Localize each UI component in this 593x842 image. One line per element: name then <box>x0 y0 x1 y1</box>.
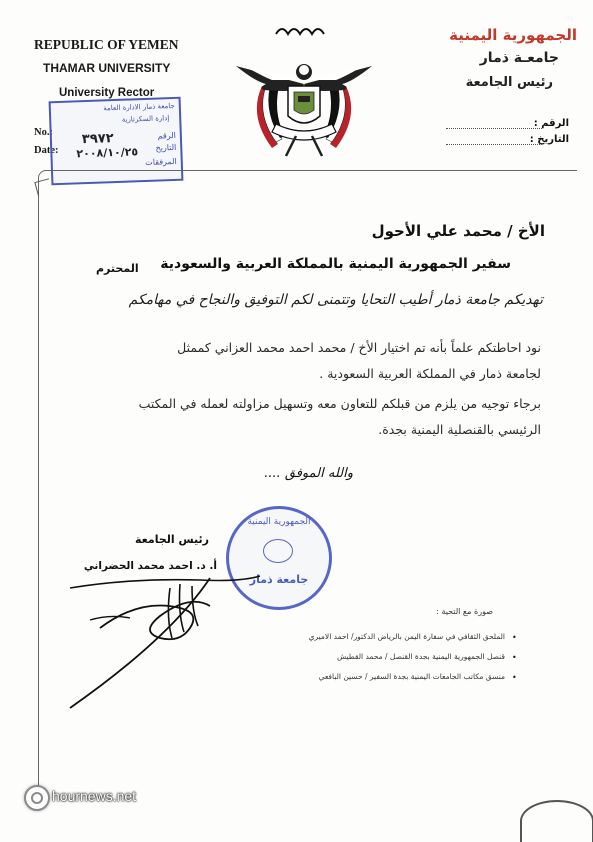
copy-item-3: منسق مكاتب الجامعات اليمنية بجدة السفير / حسين البافعي <box>318 672 505 681</box>
corner-stamp-fragment <box>520 800 593 842</box>
received-stamp-attachments-label: المرفقات <box>145 156 177 167</box>
greeting-line: تهديكم جامعة ذمار أطيب التحايا وتتمنى لكم التوفيق والنجاح في مهامكم <box>128 292 543 308</box>
addressee-name: الأخ / محمد علي الأحول <box>371 222 545 240</box>
received-stamp-number: ٣٩٧٢ <box>81 131 114 148</box>
header-date-label: Date: <box>34 145 59 156</box>
handwritten-signature <box>60 548 280 718</box>
header-university-ar: جامعـة ذمار <box>479 50 559 66</box>
copy-item-2: قنصل الجمهورية اليمنية بجدة القنصل / محمد القطيش <box>336 652 505 661</box>
addressee-honorific: المحترم <box>96 262 139 275</box>
ref-line <box>446 128 542 129</box>
copy-bullet-1: • <box>512 633 517 642</box>
addressee-title: سفير الجمهورية اليمنية بالمملكة العربية والسعودية <box>160 256 511 272</box>
header-no-label: No.: <box>34 127 53 138</box>
para2-line1: برجاء توجيه من يلزم من قبلكم للتعاون معه وتسهيل مزاولته لعمله في المكتب <box>138 396 541 411</box>
round-stamp-inner-text: جامعة ذمار <box>249 573 309 586</box>
copy-item-1: الملحق الثقافي في سفارة اليمن بالرياض الدكتور/ احمد الاميري <box>308 632 505 641</box>
date-line <box>446 144 542 145</box>
para1-line1: نود احاطتكم علماً بأنه تم اختيار الأخ / محمد احمد محمد العزاني كممثل <box>177 340 541 355</box>
header-date-label-ar: التاريخ : <box>529 134 569 145</box>
received-stamp-line2: إدارة السكرتارية <box>121 114 170 124</box>
watermark-text: hournews.net <box>52 788 137 804</box>
header-rector-ar: رئيس الجامعة <box>465 75 553 90</box>
received-stamp-date-label: التاريخ <box>155 142 177 153</box>
header-republic: REPUBLIC OF YEMEN <box>34 37 179 52</box>
header-ref-label-ar: الرقم : <box>533 118 569 129</box>
signatory-name: أ. د. احمد محمد الحضراني <box>83 560 217 572</box>
signatory-title: رئيس الجامعة <box>135 533 209 546</box>
header-rector: University Rector <box>59 87 155 99</box>
header-university: THAMAR UNIVERSITY <box>43 61 171 75</box>
para1-line2: لجامعة ذمار في المملكة العربية السعودية . <box>319 366 541 381</box>
header-republic-ar: الجمهورية اليمنية <box>449 26 577 44</box>
para2-line2: الرئيسي بالقنصلية اليمنية بجدة. <box>378 422 541 437</box>
yemen-emblem <box>232 20 376 160</box>
copy-bullet-3: • <box>512 673 517 682</box>
received-stamp-number-label: الرقم <box>157 130 176 141</box>
copies-heading: صورة مع التحية : <box>436 607 493 616</box>
watermark-logo-icon <box>24 785 50 811</box>
received-stamp-line1: جامعة ذمار الادارة العامة <box>103 101 175 113</box>
closing-line: والله الموفق .... <box>264 466 353 481</box>
round-stamp-outer-text: الجمهورية اليمنية <box>247 517 311 527</box>
copy-bullet-2: • <box>512 653 517 662</box>
received-stamp-date: ٢٠٠٨/١٠/٢٥ <box>76 145 139 161</box>
